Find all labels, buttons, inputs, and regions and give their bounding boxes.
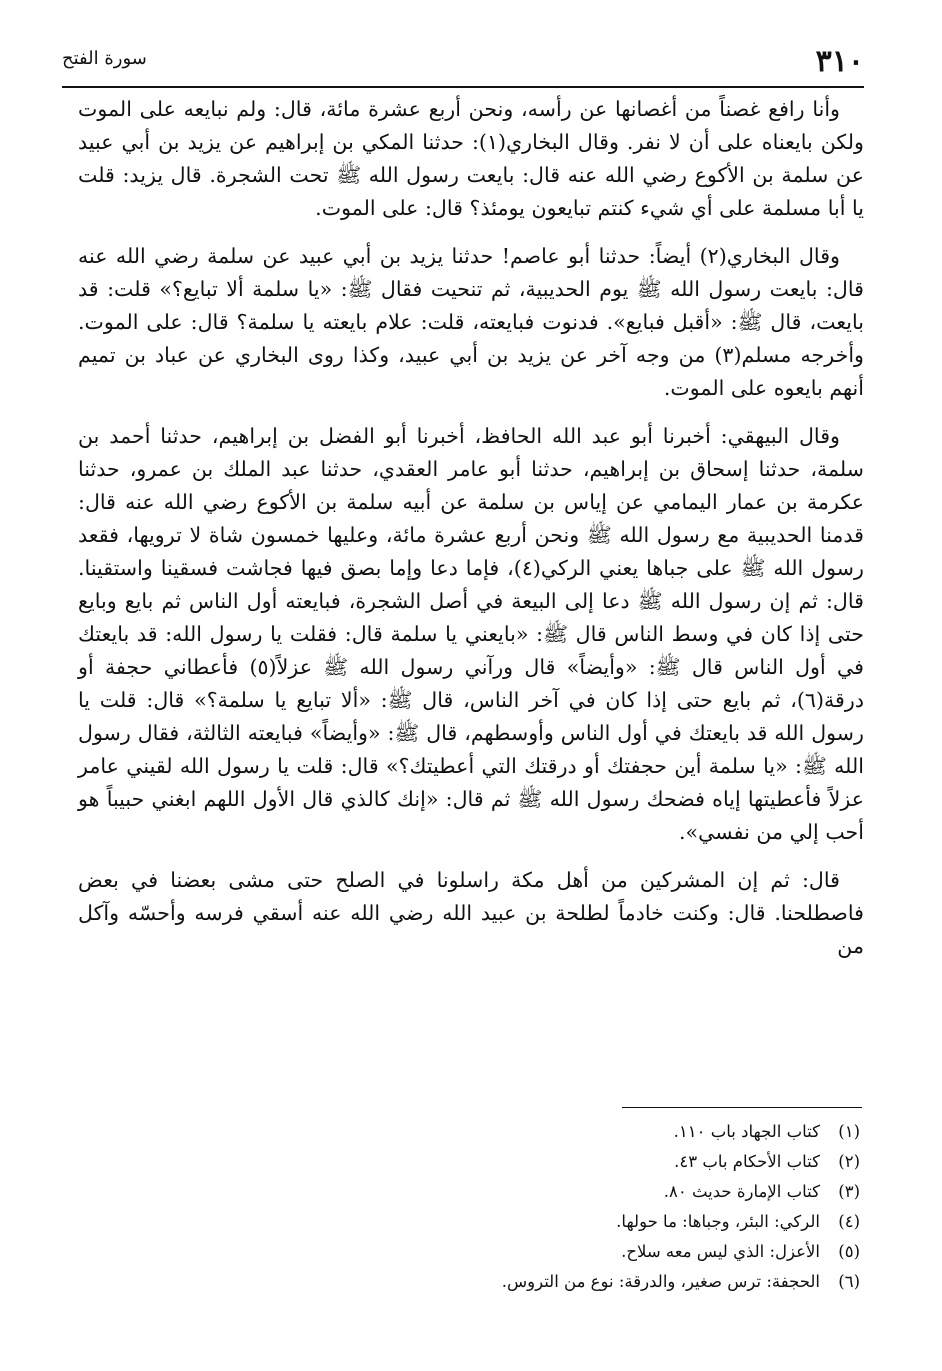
footnote-text: كتاب الجهاد باب ١١٠. xyxy=(673,1122,820,1141)
footnote-number: (٢) xyxy=(838,1152,860,1171)
footnote xyxy=(200,1147,860,1177)
footnote-text: الأعزل: الذي ليس معه سلاح. xyxy=(621,1242,820,1261)
footnote xyxy=(200,1267,860,1297)
footnote-text: كتاب الإمارة حديث ٨٠. xyxy=(663,1182,820,1201)
footnote-text: كتاب الأحكام باب ٤٣. xyxy=(674,1152,820,1171)
footnote-number: (٤) xyxy=(838,1212,860,1231)
footnote-number: (٥) xyxy=(838,1242,860,1261)
footnotes xyxy=(200,1117,860,1297)
footnote-number: (١) xyxy=(838,1122,860,1141)
main-text xyxy=(78,93,864,978)
footnote-divider xyxy=(622,1107,862,1108)
running-title: سورة الفتح xyxy=(62,48,147,69)
header-divider xyxy=(62,86,864,88)
footnote-number: (٣) xyxy=(838,1182,860,1201)
paragraph: قال: ثم إن المشركين من أهل مكة راسلونا في الصلح حتى مشى بعضنا في بعض فاصطلحنا. قال: وكنت خادماً لطلحة بن عبيد الله رضي الله عنه أسقي فرسه وأحسّه وآكل من xyxy=(78,868,864,958)
page-number: ٣١٠ xyxy=(815,44,864,79)
paragraph: وأنا رافع غصناً من أغصانها عن رأسه، ونحن أربع عشرة مائة، قال: ولم نبايعه على الموت ولكن بايعناه على أن لا نفر. وقال البخاري(١): حدثنا المكي بن إبراهيم عن يزيد بن أبي عبيد عن سلمة بن الأكوع رضي الله عنه قال: بايعت رسول الله ﷺ تحت الشجرة. قال يزيد: قلت يا أبا مسلمة على أي شيء كنتم تبايعون يومئذ؟ قال: على الموت. xyxy=(78,97,865,220)
paragraph: وقال البخاري(٢) أيضاً: حدثنا أبو عاصم! حدثنا يزيد بن أبي عبيد عن سلمة رضي الله عنه قال: بايعت رسول الله ﷺ يوم الحديبية، ثم تنحيت فقال ﷺ: «يا سلمة ألا تبايع؟» قلت: قد بايعت، قال ﷺ: «أقبل فبايع». فدنوت فبايعته، قلت: علام بايعته يا سلمة؟ قال: على الموت. وأخرجه مسلم(٣) من وجه آخر عن يزيد بن أبي عبيد، وكذا روى البخاري عن عباد بن تميم أنهم بايعوه على الموت. xyxy=(78,244,864,400)
footnote xyxy=(200,1117,860,1147)
footnote-text: الركي: البئر، وجباها: ما حولها. xyxy=(616,1212,820,1231)
footnote xyxy=(200,1177,860,1207)
footnote-text: الحجفة: ترس صغير، والدرقة: نوع من التروس. xyxy=(501,1272,820,1291)
footnote xyxy=(200,1237,860,1267)
page-header xyxy=(62,40,864,80)
paragraph: وقال البيهقي: أخبرنا أبو عبد الله الحافظ، أخبرنا أبو الفضل بن إبراهيم، حدثنا أحمد بن سلمة، حدثنا إسحاق بن إبراهيم، حدثنا أبو عامر العقدي، حدثنا عبد الملك بن عمرو، حدثنا عكرمة بن عمار اليمامي عن إياس بن سلمة عن أبيه سلمة بن الأكوع رضي الله عنه قال: قدمنا الحديبية مع رسول الله ﷺ ونحن أربع عشرة مائة، وعليها خمسون شاة لا ترويها، فقعد رسول الله ﷺ على جباها يعني الركي(٤)، فإما دعا وإما بصق فيها فجاشت فسقينا واستقينا. قال: ثم إن رسول الله ﷺ دعا إلى البيعة في أصل الشجرة، فبايعته أول الناس ثم بايع وبايع حتى إذا كان في وسط الناس قال ﷺ: «بايعني يا سلمة قال: فقلت يا رسول الله: قد بايعتك في أول الناس قال ﷺ: «وأيضاً» قال ورآني رسول الله ﷺ عزلاً(٥) فأعطاني حجفة أو درقة(٦)، ثم بايع حتى إذا كان في آخر الناس، قال ﷺ: «ألا تبايع يا سلمة؟» قال: قلت يا رسول الله قد بايعتك في أول الناس وأوسطهم، قال ﷺ: «وأيضاً» فبايعته الثالثة، فقال رسول الله ﷺ: «يا سلمة أين حجفتك أو درقتك التي أعطيتك؟» قال: قلت يا رسول الله لقيني عامر عزلاً فأعطيتها إياه فضحك رسول الله ﷺ ثم قال: «إنك كالذي قال الأول اللهم ابغني حبيباً هو أحب إلي من نفسي». xyxy=(78,424,865,844)
footnote-number: (٦) xyxy=(838,1272,860,1291)
footnote xyxy=(200,1207,860,1237)
